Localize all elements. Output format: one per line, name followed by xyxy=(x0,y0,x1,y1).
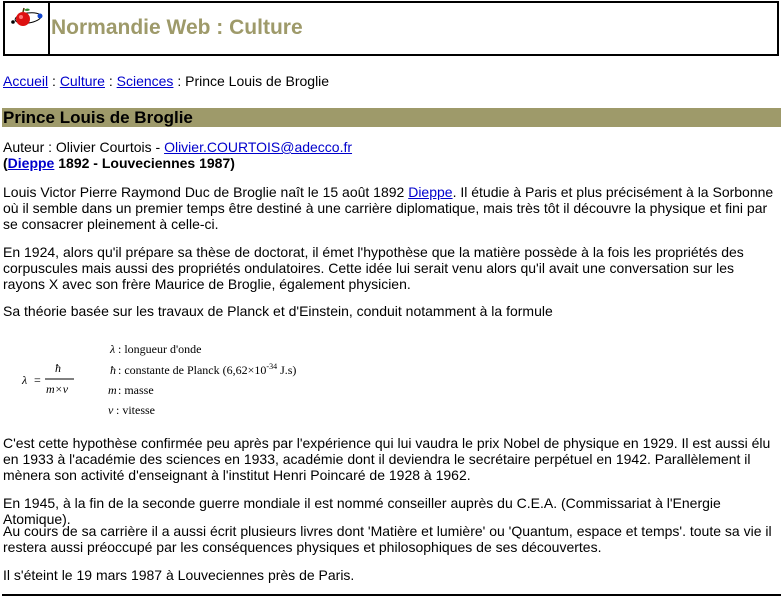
breadcrumb xyxy=(3,72,329,90)
author-email-link[interactable]: Olivier.COURTOIS@adecco.fr xyxy=(164,139,353,155)
formula-denominator: m×v xyxy=(46,382,69,396)
breadcrumb-separator: : xyxy=(104,73,117,89)
paragraph-2: En 1924, alors qu'il prépare sa thèse de doctorat, il émet l'hypothèse que la matière possède à la fois les propriétés des corpuscules mais aussi des propriétés ondulatoires. Cette idée lui serait venu alors qu'il avait une conversation sur les rayons X avec son frère Maurice de Broglie, également physicien. xyxy=(3,244,744,292)
birth-death-line: (Dieppe 1892 - Louveciennes 1987) xyxy=(3,155,235,171)
birth-death-text: 1892 - Louveciennes 1987) xyxy=(54,155,235,171)
site-title: Normandie Web : Culture xyxy=(51,16,303,39)
legend-text-v: : vitesse xyxy=(116,403,155,417)
legend-symbol-m: m xyxy=(108,383,117,397)
paragraph-1 xyxy=(3,184,778,232)
paragraph-5: En 1945, à la fin de la seconde guerre mondiale il est nommé conseiller auprès du C.E.A. (Commissariat à l'Energie Atomique). xyxy=(3,495,721,527)
paragraph-1-start: Louis Victor Pierre Raymond Duc de Broglie naît le 15 août 1892 xyxy=(3,184,409,200)
page-title: Prince Louis de Broglie xyxy=(2,108,781,127)
legend-symbol-hbar: ħ xyxy=(110,363,116,377)
legend-symbol-v: v xyxy=(108,403,114,417)
paragraph-1-end: . Il étudie à Paris et plus précisément à la Sorbonne où il semble dans un premier temps être destiné à une carrière diplomatique, mais très tôt il découvre la physique et fini par se consacrer pleinement à celle-ci. xyxy=(3,184,774,232)
de-broglie-formula-image xyxy=(18,338,338,422)
legend-hbar-unit: J.s) xyxy=(277,363,297,377)
breadcrumb-separator: : xyxy=(48,73,60,89)
breadcrumb-sciences-link[interactable]: Sciences xyxy=(116,73,174,89)
legend-hbar-exponent: -34 xyxy=(266,362,278,371)
apple-logo-icon[interactable] xyxy=(6,5,46,35)
legend-text-m: : masse xyxy=(118,383,154,397)
author-prefix: Auteur : Olivier Courtois - xyxy=(3,139,165,155)
breadcrumb-culture-link[interactable]: Culture xyxy=(59,73,105,89)
dieppe-link[interactable]: Dieppe xyxy=(408,184,453,200)
breadcrumb-current: Prince Louis de Broglie xyxy=(185,73,330,89)
legend-hbar-value: : constante de Planck (6,62×10 xyxy=(118,363,267,377)
breadcrumb-accueil-link[interactable]: Accueil xyxy=(3,73,49,89)
birthplace-link[interactable]: Dieppe xyxy=(7,155,55,171)
logo-cell xyxy=(5,3,50,54)
formula-numerator: ħ xyxy=(55,361,61,375)
footer-divider xyxy=(2,594,781,597)
legend-text-hbar xyxy=(118,362,296,377)
paragraph-7: Il s'éteint le 19 mars 1987 à Louveciennes près de Paris. xyxy=(3,567,355,583)
author-line xyxy=(3,139,778,155)
legend-text-lambda: : longueur d'onde xyxy=(118,342,202,356)
breadcrumb-separator: : xyxy=(173,73,186,89)
paragraph-4: C'est cette hypothèse confirmée peu après par l'expérience qui lui vaudra le prix Nobel de physique en 1929. Il est aussi élu en 1933 à l'académie des sciences en 1933, académie dont il deviendra le secrétaire perpétuel en 1942. Parallèlement il mènera son activité d'enseignant à l'institut Henri Poincaré de 1928 à 1962. xyxy=(3,435,771,483)
paragraph-3: Sa théorie basée sur les travaux de Planck et d'Einstein, conduit notamment à la formule xyxy=(3,303,553,319)
formula-lambda: λ xyxy=(22,373,28,387)
paragraph-6: Au cours de sa carrière il a aussi écrit plusieurs livres dont 'Matière et lumière' ou 'Quantum, espace et temps'. toute sa vie il restera aussi préoccupé par les conséquences physiques et philosophiques de ses découvertes. xyxy=(3,523,772,555)
formula-equals: = xyxy=(34,373,41,387)
legend-symbol-lambda: λ xyxy=(110,342,116,356)
site-header xyxy=(3,1,779,56)
